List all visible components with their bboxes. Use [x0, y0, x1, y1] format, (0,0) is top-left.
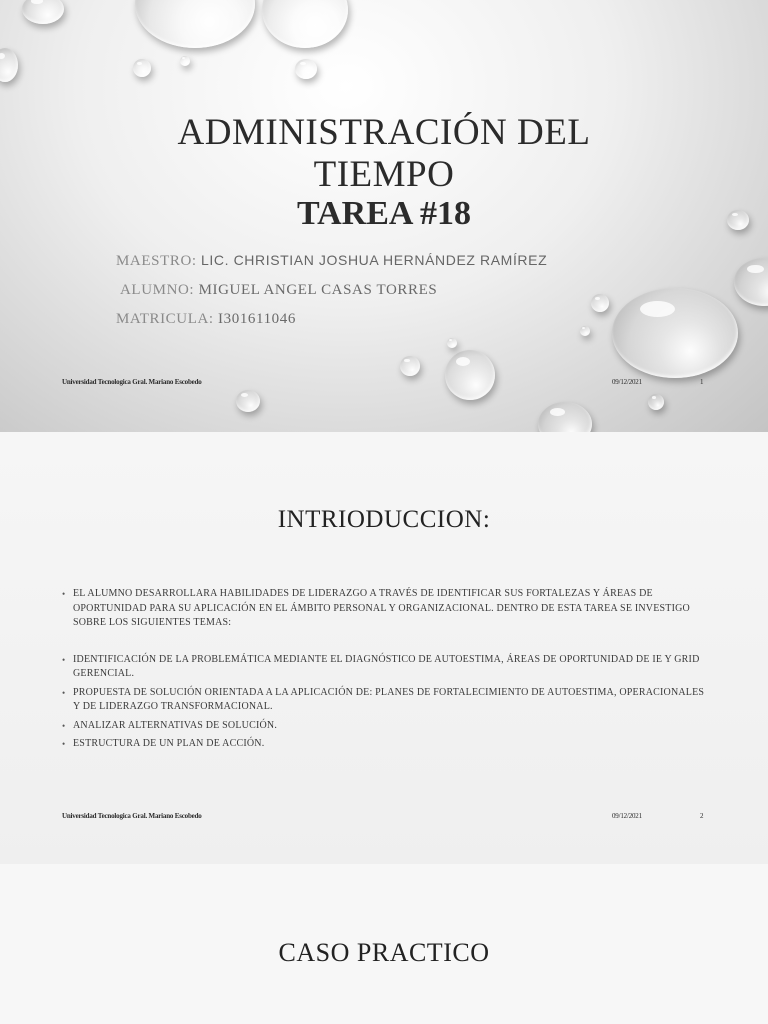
slide-title: INTRIODUCCION:	[277, 506, 491, 533]
enrollment-line	[116, 311, 296, 328]
list-item: • ESTRUCTURA DE UN PLAN DE ACCIÓN.	[62, 737, 712, 752]
slide-2	[0, 432, 768, 864]
water-drop-decoration	[133, 59, 151, 77]
slide-3	[0, 864, 768, 1024]
list-item: • PROPUESTA DE SOLUCIÓN ORIENTADA A LA APLICACIÓN DE: PLANES DE FORTALECIMIENTO DE AUTOESTIMA, OPERACIONALES Y DE LIDERAZGO TRANSFORMACIONAL.	[62, 686, 712, 715]
footer-date: 09/12/2021	[612, 378, 642, 386]
water-drop-decoration	[262, 0, 348, 48]
footer-date: 09/12/2021	[612, 812, 642, 820]
water-drop-decoration	[734, 258, 768, 306]
footer-page-number: 2	[700, 812, 704, 820]
footer-university: Universidad Tecnologica Gral. Mariano Escobedo	[62, 378, 202, 386]
teacher-name: LIC. CHRISTIAN JOSHUA HERNÁNDEZ RAMÍREZ	[201, 252, 548, 268]
teacher-line	[116, 252, 547, 270]
footer-university: Universidad Tecnologica Gral. Mariano Escobedo	[62, 812, 202, 820]
bullet-list	[62, 587, 712, 756]
water-drop-decoration	[445, 350, 495, 400]
slide-1	[0, 0, 768, 432]
water-drop-decoration	[591, 294, 609, 312]
water-drop-decoration	[0, 48, 18, 82]
water-drop-decoration	[180, 56, 190, 66]
student-label: ALUMNO:	[120, 282, 195, 298]
footer-page-number: 1	[700, 378, 704, 386]
water-drop-decoration	[612, 288, 738, 378]
list-item: • EL ALUMNO DESARROLLARA HABILIDADES DE LIDERAZGO A TRAVÉS DE IDENTIFICAR SUS FORTALEZAS Y ÁREAS DE OPORTUNIDAD PARA SU APLICACIÓN EN EL ÁMBITO PERSONAL Y ORGANIZACIONAL. DENTRO DE ESTA TAREA SE INVESTIGO SOBRE LOS SIGUIENTES TEMAS:	[62, 587, 712, 631]
water-drop-decoration	[538, 402, 592, 432]
list-item: • IDENTIFICACIÓN DE LA PROBLEMÁTICA MEDIANTE EL DIAGNÓSTICO DE AUTOESTIMA, ÁREAS DE OPORTUNIDAD DE IE Y GRID GERENCIAL.	[62, 653, 712, 682]
water-drop-decoration	[447, 338, 457, 348]
teacher-label: MAESTRO:	[116, 253, 197, 269]
water-drop-decoration	[135, 0, 255, 48]
water-drop-decoration	[400, 356, 420, 376]
enrollment-number: I301611046	[218, 311, 296, 327]
water-drop-decoration	[295, 59, 317, 79]
slide-title: CASO PRACTICO	[278, 938, 490, 967]
student-line	[120, 282, 437, 299]
presentation-title	[0, 112, 768, 196]
enrollment-label: MATRICULA:	[116, 311, 214, 327]
water-drop-decoration	[22, 0, 64, 24]
title-line-2: TIEMPO	[313, 154, 455, 195]
student-name: MIGUEL ANGEL CASAS TORRES	[198, 282, 438, 298]
water-drop-decoration	[236, 390, 260, 412]
water-drop-decoration	[648, 394, 664, 410]
title-line-1: ADMINISTRACIÓN DEL	[177, 112, 591, 153]
list-item: • ANALIZAR ALTERNATIVAS DE SOLUCIÓN.	[62, 719, 712, 734]
presentation-subtitle: TAREA #18	[296, 195, 472, 232]
water-drop-decoration	[580, 326, 590, 336]
